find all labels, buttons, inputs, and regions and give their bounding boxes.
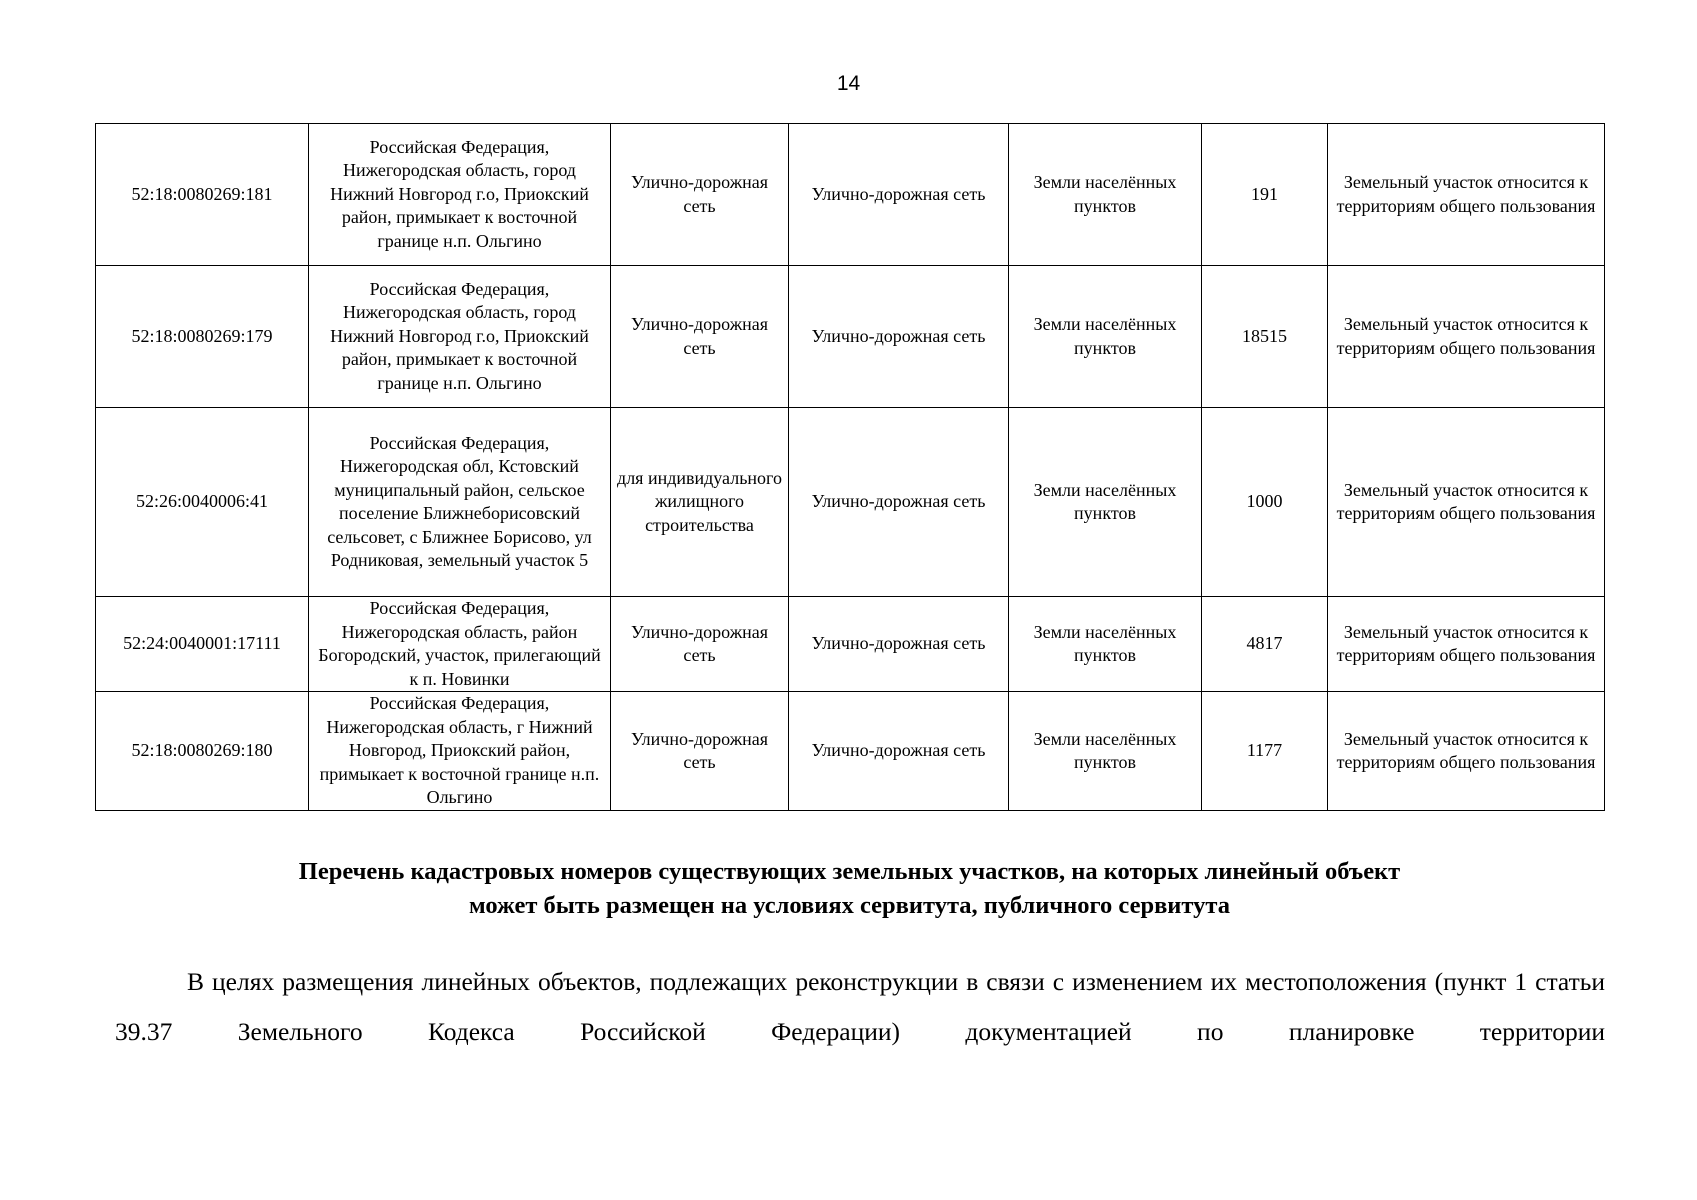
land-category-cell: Земли населённых пунктов xyxy=(1009,124,1202,266)
address-cell: Российская Федерация, Нижегородская область, район Богородский, участок, прилегающий к п. Новинки xyxy=(309,597,611,692)
address-cell: Российская Федерация, Нижегородская обл, Кстовский муниципальный район, сельское поселение Ближнеборисовский сельсовет, с Ближнее Борисово, ул Родниковая, земельный участок 5 xyxy=(309,408,611,597)
purpose-cell: Улично-дорожная сеть xyxy=(789,266,1009,408)
address-cell: Российская Федерация, Нижегородская область, г Нижний Новгород, Приокский район, примыкает к восточной границе н.п. Ольгино xyxy=(309,692,611,811)
table-row xyxy=(96,597,1605,692)
land-category-cell: Земли населённых пунктов xyxy=(1009,408,1202,597)
cadastral-number-cell: 52:18:0080269:181 xyxy=(96,124,309,266)
page-number: 14 xyxy=(836,72,861,95)
section-heading-line-1: Перечень кадастровых номеров существующих земельных участков, на которых линейный объект xyxy=(298,858,1401,885)
table-row xyxy=(96,692,1605,811)
address-cell: Российская Федерация, Нижегородская область, город Нижний Новгород г.о, Приокский район, примыкает к восточной границе н.п. Ольгино xyxy=(309,124,611,266)
permitted-use-cell: Улично-дорожная сеть xyxy=(611,597,789,692)
area-cell: 4817 xyxy=(1202,597,1328,692)
cadastral-number-cell: 52:18:0080269:179 xyxy=(96,266,309,408)
note-cell: Земельный участок относится к территориям общего пользования xyxy=(1328,597,1605,692)
section-heading-line-2: может быть размещен на условиях сервитута, публичного сервитута xyxy=(469,892,1230,919)
body-paragraph: В целях размещения линейных объектов, подлежащих реконструкции в связи с изменением их местоположения (пункт 1 статьи 39.37 Земельного Кодекса Российской Федерации) документацией по планировке территории xyxy=(115,967,1605,1046)
permitted-use-cell: Улично-дорожная сеть xyxy=(611,266,789,408)
note-cell: Земельный участок относится к территориям общего пользования xyxy=(1328,408,1605,597)
cadastral-number-cell: 52:18:0080269:180 xyxy=(96,692,309,811)
cadastral-number-cell: 52:24:0040001:17111 xyxy=(96,597,309,692)
note-cell: Земельный участок относится к территориям общего пользования xyxy=(1328,266,1605,408)
area-cell: 191 xyxy=(1202,124,1328,266)
note-cell: Земельный участок относится к территориям общего пользования xyxy=(1328,124,1605,266)
note-cell: Земельный участок относится к территориям общего пользования xyxy=(1328,692,1605,811)
table-row xyxy=(96,124,1605,266)
permitted-use-cell: для индивидуального жилищного строительства xyxy=(611,408,789,597)
purpose-cell: Улично-дорожная сеть xyxy=(789,124,1009,266)
permitted-use-cell: Улично-дорожная сеть xyxy=(611,692,789,811)
area-cell: 1000 xyxy=(1202,408,1328,597)
address-cell: Российская Федерация, Нижегородская область, город Нижний Новгород г.о, Приокский район, примыкает к восточной границе н.п. Ольгино xyxy=(309,266,611,408)
section-heading xyxy=(95,855,1604,923)
land-parcels-table xyxy=(95,123,1605,811)
table-row xyxy=(96,408,1605,597)
permitted-use-cell: Улично-дорожная сеть xyxy=(611,124,789,266)
land-category-cell: Земли населённых пунктов xyxy=(1009,266,1202,408)
purpose-cell: Улично-дорожная сеть xyxy=(789,692,1009,811)
land-category-cell: Земли населённых пунктов xyxy=(1009,692,1202,811)
table-row xyxy=(96,266,1605,408)
purpose-cell: Улично-дорожная сеть xyxy=(789,408,1009,597)
land-category-cell: Земли населённых пунктов xyxy=(1009,597,1202,692)
area-cell: 1177 xyxy=(1202,692,1328,811)
purpose-cell: Улично-дорожная сеть xyxy=(789,597,1009,692)
area-cell: 18515 xyxy=(1202,266,1328,408)
cadastral-number-cell: 52:26:0040006:41 xyxy=(96,408,309,597)
